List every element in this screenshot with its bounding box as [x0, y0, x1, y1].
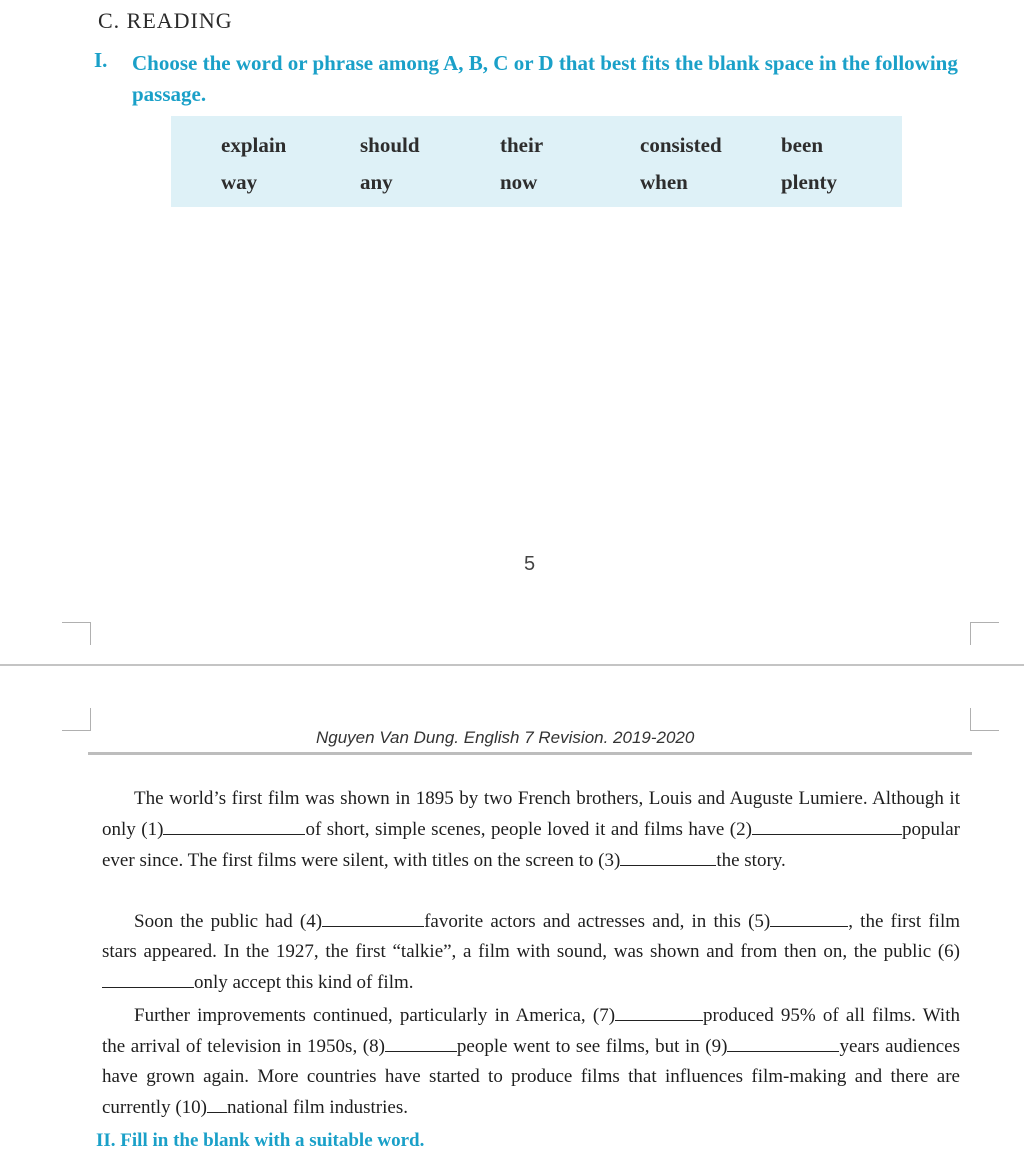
- passage-paragraph-1: The world’s first film was shown in 1895 by two French brothers, Louis and Auguste Lumiere. Although it only (1) of short, simple scenes, people loved it and films have (2) popular ever since. The first films were silent, with titles on the screen to (3) the story.: [102, 788, 960, 871]
- blank-2[interactable]: [752, 814, 902, 835]
- word-box-item: consisted: [640, 133, 722, 157]
- question-instruction: Choose the word or phrase among A, B, C or D that best fits the blank space in the following passage.: [132, 51, 958, 106]
- word-box-item: plenty: [781, 170, 838, 194]
- word-box-item: their: [500, 133, 544, 157]
- word-box-item: way: [221, 170, 258, 194]
- word-box-item: when: [640, 170, 688, 194]
- blank-10[interactable]: [207, 1092, 227, 1113]
- page-separator: [0, 664, 1024, 666]
- blank-1[interactable]: [163, 814, 305, 835]
- passage-paragraph-2: Soon the public had (4) favorite actors and actresses and, in this (5) , the first film stars appeared. In the 1927, the first “talkie”, a film with sound, was shown and from then on, the public (6)only accept this kind of film.: [102, 906, 960, 998]
- question-number: I.: [94, 48, 108, 72]
- crop-mark: [62, 708, 91, 731]
- page-number: 5: [524, 553, 536, 575]
- header-footer-text: Nguyen Van Dung. English 7 Revision. 2019-2020: [316, 728, 695, 747]
- crop-mark: [62, 622, 91, 645]
- next-section-heading: II. Fill in the blank with a suitable word.: [96, 1130, 425, 1151]
- word-box-item: should: [360, 133, 420, 157]
- blank-7[interactable]: [615, 1000, 703, 1021]
- word-box-item: any: [360, 170, 393, 194]
- blank-5[interactable]: [770, 906, 848, 927]
- blank-4[interactable]: [322, 906, 424, 927]
- blank-9[interactable]: [727, 1031, 839, 1052]
- blank-8[interactable]: [385, 1031, 457, 1052]
- crop-mark: [970, 708, 999, 731]
- blank-3[interactable]: [620, 845, 716, 866]
- word-box-item: been: [781, 133, 823, 157]
- word-box-item: now: [500, 170, 538, 194]
- word-box-item: explain: [221, 133, 287, 157]
- header-rule: [88, 752, 972, 755]
- section-heading: C. READING: [98, 8, 233, 33]
- blank-6[interactable]: [102, 967, 194, 988]
- crop-mark: [970, 622, 999, 645]
- passage-paragraph-3: Further improvements continued, particularly in America, (7) produced 95% of all films. With the arrival of television in 1950s, (8) people went to see films, but in (9) years audiences have grown again. More countries have started to produce films that influences film-making and there are currently (10) national film industries.: [102, 1000, 960, 1123]
